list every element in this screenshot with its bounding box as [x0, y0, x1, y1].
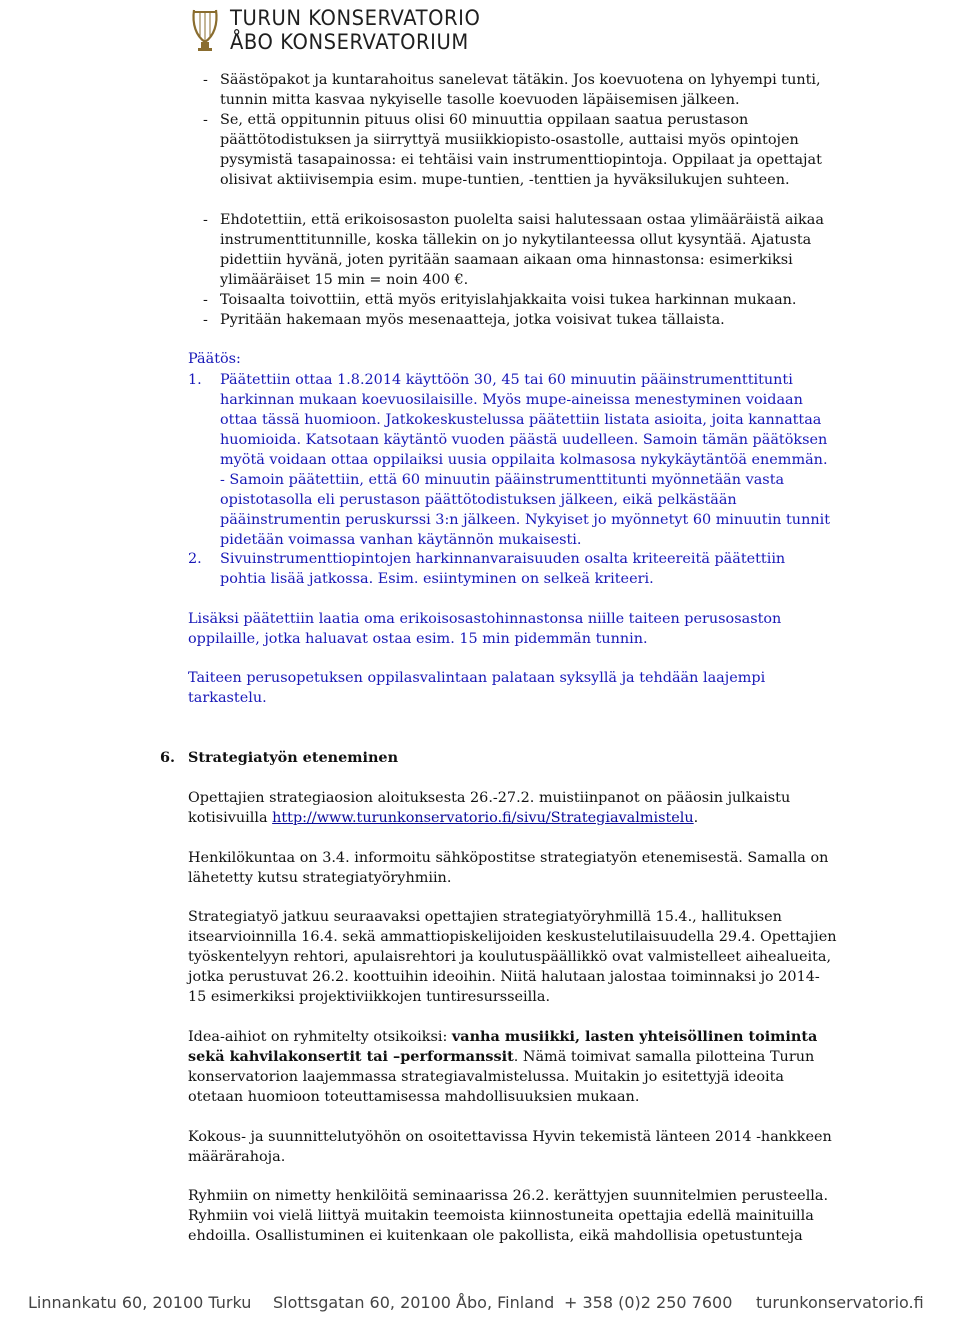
- bullet-text: Ehdotettiin, että erikoisosaston puolelta saisi halutessaan ostaa ylimääräistä aikaa instrumenttitunnille, koska tällekin on jo nykytilanteessa ollut kysyntää. Ajatusta pidettiin hyvänä, joten pyritään saamaan aikaan oma hinnastonsa: esimerkiksi ylimääräiset 15 min = noin 400 €.: [220, 212, 824, 288]
- footer-address-sv: Slottsgatan 60, 20100 Åbo, Finland: [273, 1293, 555, 1312]
- paragraph-text: . Nämä toimivat samalla pilotteina Turun konservatorion laajemmassa strategiavalmistelussa. Muitakin jo esitettyjä ideoita otetaan huomioon toteuttamisessa mahdollisuuksien mukaan.: [188, 1049, 815, 1105]
- paragraph: Strategiatyö jatkuu seuraavaksi opettajien strategiatyöryhmillä 15.4., hallituksen itsearvioinnilla 16.4. sekä ammattiopiskelijoiden keskustelutilaisuudella 29.4. Opettajien työskentelyyn rehtori, apulaisrehtori ja koulutuspäällikkö ovat valmistelleet aihealueita, jotka perustuvat 26.2. koottuihin ideoihin. Niitä halutaan jalostaa toiminnaksi jo 2014-15 esimerkiksi projektiviikkojen tuntiresursseilla.: [188, 909, 837, 1005]
- decision-extra-paragraph: Taiteen perusopetuksen oppilasvalintaan palataan syksyllä ja tehdään laajempi tarkastelu.: [188, 670, 766, 706]
- paragraph: [188, 1027, 838, 1107]
- bullet-dash: -: [203, 72, 208, 88]
- lyre-icon: [190, 4, 220, 54]
- logo-text: [230, 6, 499, 54]
- paragraph: Kokous- ja suunnittelutyöhön on osoitettavissa Hyvin tekemistä länteen 2014 -hankkeen määrärahoja.: [188, 1129, 832, 1165]
- paragraph: Henkilökuntaa on 3.4. informoitu sähköpostitse strategiatyön etenemisestä. Samalla on lähetetty kutsu strategiatyöryhmiin.: [188, 850, 829, 886]
- bullet-item: [203, 310, 835, 330]
- decision-heading: Päätös:: [188, 351, 241, 367]
- decision-number: 2.: [188, 551, 202, 567]
- paragraph: [188, 788, 838, 828]
- bullet-item: [203, 110, 835, 190]
- footer-phone: + 358 (0)2 250 7600: [564, 1293, 733, 1312]
- paragraph: Ryhmiin on nimetty henkilöitä seminaarissa 26.2. kerättyjen suunnitelmien perusteella. Ryhmiin voi vielä liittyä muitakin teemoista kiinnostuneita opettajia edellä mainituilla ehdoilla. Osallistuminen ei kuitenkaan ole pakollista, eikä mahdollisia opetustunteja: [188, 1188, 829, 1244]
- decision-number: 1.: [188, 372, 202, 388]
- logo-line-1: TURUN KONSERVATORIO: [230, 6, 481, 30]
- footer-address-fi: Linnankatu 60, 20100 Turku: [28, 1293, 252, 1312]
- bullet-item: [203, 70, 835, 110]
- footer-website[interactable]: turunkonservatorio.fi: [756, 1293, 924, 1312]
- section-title: Strategiatyön eteneminen: [188, 749, 399, 766]
- bullet-text: Toisaalta toivottiin, että myös erityislahjakkaita voisi tukea harkinnan mukaan.: [220, 292, 797, 308]
- decision-extra-paragraph: Lisäksi päätettiin laatia oma erikoisosastohinnastonsa niille taiteen perusosaston oppilaille, jotka haluavat ostaa esim. 15 min pidemmän tunnin.: [188, 611, 782, 647]
- bullet-item: [203, 210, 835, 290]
- strategy-link[interactable]: http://www.turunkonservatorio.fi/sivu/Strategiavalmistelu: [272, 810, 694, 826]
- paragraph-end: .: [693, 810, 699, 826]
- footer: [0, 1293, 960, 1317]
- paragraph-bold-text: vanha musiikki, lasten yhteisöllinen toiminta sekä kahvilakonsertit tai –performanssit: [188, 1028, 818, 1065]
- bullet-dash: -: [203, 312, 208, 328]
- section-number: 6.: [160, 749, 176, 766]
- bullet-dash: -: [203, 292, 208, 308]
- paragraph-text: Idea-aihiot on ryhmitelty otsikoiksi:: [188, 1029, 452, 1045]
- logo-line-2: ÅBO KONSERVATORIUM: [230, 30, 469, 54]
- bullet-text: Säästöpakot ja kuntarahoitus sanelevat tätäkin. Jos koevuotena on lyhyempi tunti, tunnin mitta kasvaa nykyiselle tasolle koevuoden läpäisemisen jälkeen.: [220, 72, 821, 108]
- bullet-dash: -: [203, 212, 208, 228]
- decision-item-text: Sivuinstrumenttiopintojen harkinnanvaraisuuden osalta kriteereitä päätettiin pohtia lisää jatkossa. Esim. esiintyminen on selkeä kriteeri.: [220, 551, 786, 587]
- bullet-text: Pyritään hakemaan myös mesenaatteja, jotka voisivat tukea tällaista.: [220, 312, 725, 328]
- bullet-text: Se, että oppitunnin pituus olisi 60 minuuttia oppilaan saatua perustason päättötodistuksen ja siirryttyä musiikkiopisto-osastolle, auttaisi myös opintojen pysymistä tasapainossa: ei tehtäisi vain instrumenttiopintoja. Oppilaat ja opettajat olisivat aktiivisempia esim. mupe-tuntien, -tenttien ja hyväksilukujen suhteen.: [220, 112, 822, 188]
- bullet-dash: -: [203, 112, 208, 128]
- paragraph-text: Opettajien strategiaosion aloituksesta 26.-27.2. muistiinpanot on pääosin julkaistu kotisivuilla: [188, 790, 791, 826]
- decision-item-text: Päätettiin ottaa 1.8.2014 käyttöön 30, 45 tai 60 minuutin pääinstrumenttitunti harkinnan mukaan koevuosilaisille. Myös mupe-aineissa menestyminen voidaan ottaa tässä huomioon. Jatkokeskustelussa päätettiin listata asioita, joita kannattaa huomioida. Katsotaan käytäntö vuoden päästä uudelleen. Samoin tämän päätöksen myötä voidaan ottaa oppilaiksi uusia oppilaita kolmasosa nykykäytäntöä enemmän. - Samoin päätettiin, että 60 minuutin pääinstrumenttitunti myönnetään vasta opistotasolla eli perustason päättötodistuksen jälkeen, eikä pelkästään pääinstrumentin peruskurssi 3:n jälkeen. Nykyiset jo myönnetyt 60 minuutin tunnit pidetään voimassa vanhan käytännön mukaisesti.: [220, 372, 830, 548]
- bullet-item: [203, 290, 835, 310]
